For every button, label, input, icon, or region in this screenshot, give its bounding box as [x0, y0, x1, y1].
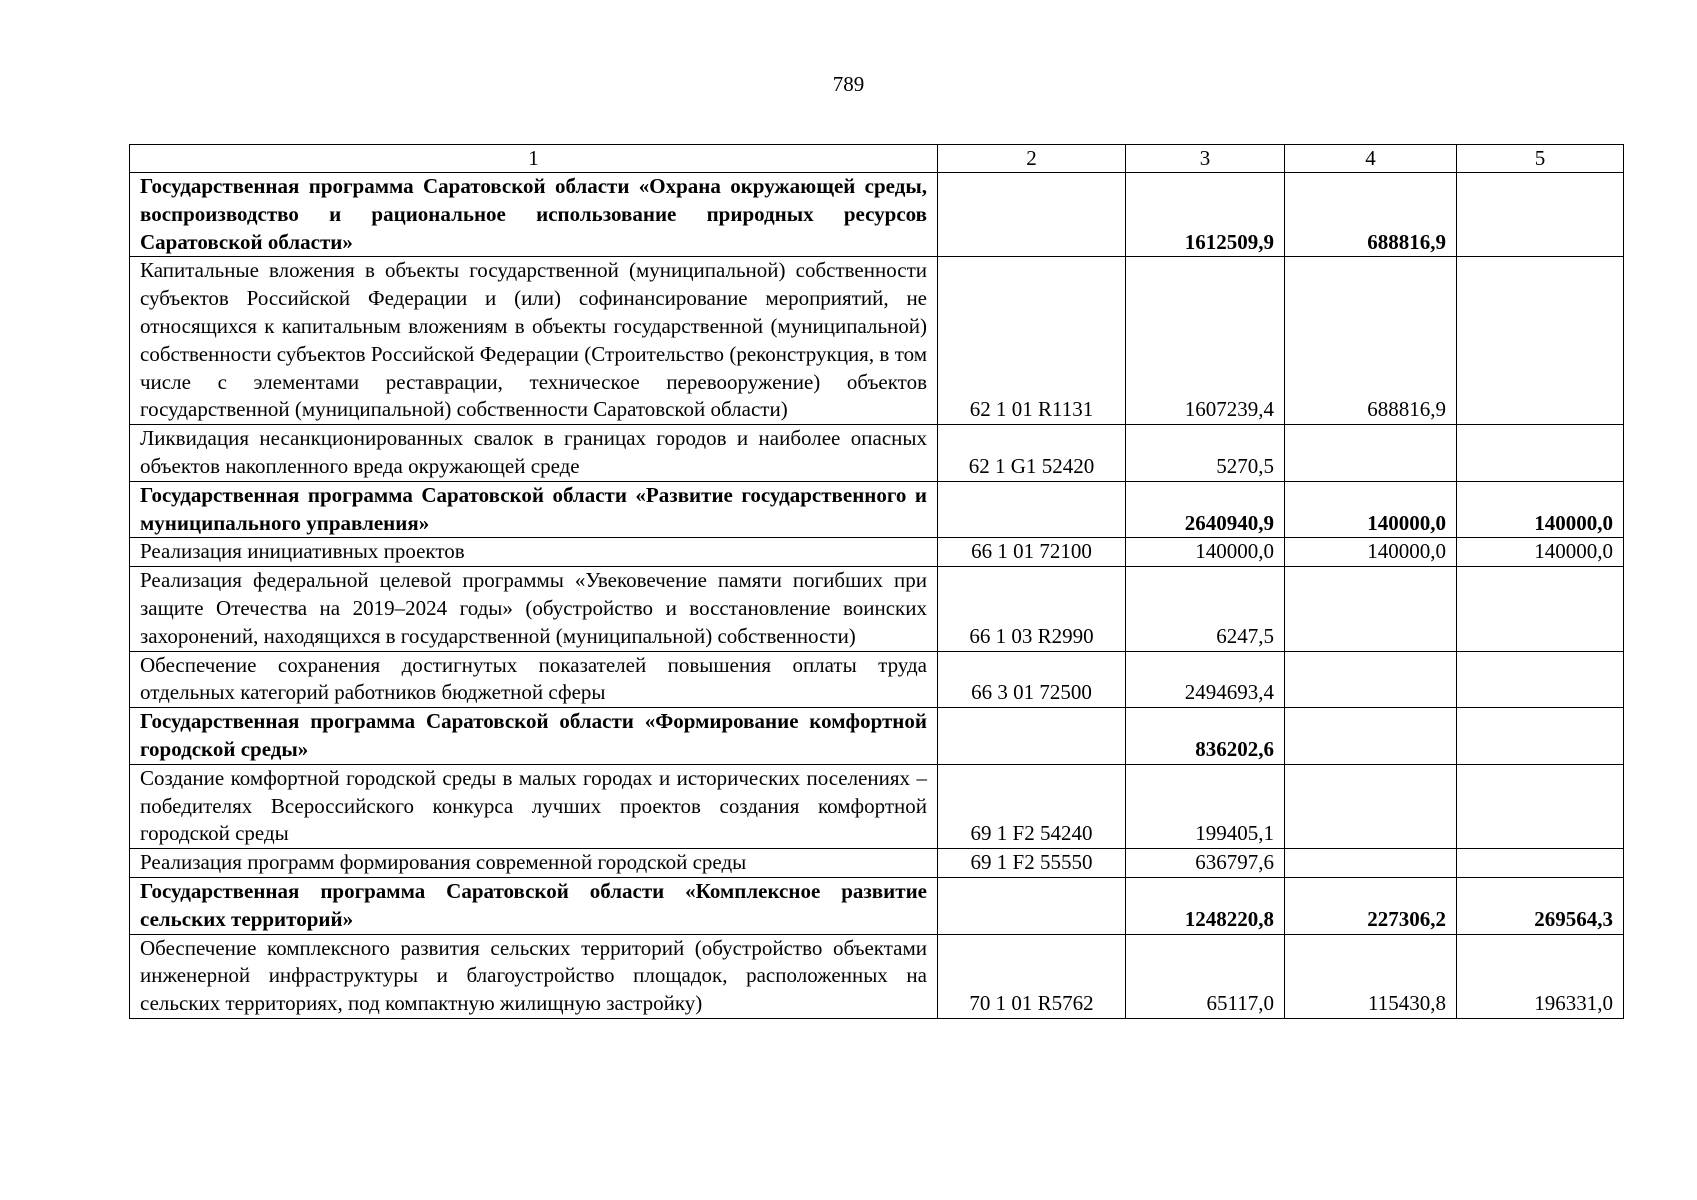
row-code-cell: 66 3 01 72500	[938, 651, 1126, 708]
table-row	[130, 764, 1624, 848]
table-row	[130, 849, 1624, 878]
row-code-cell: 66 1 01 72100	[938, 538, 1126, 567]
row-name-cell: Государственная программа Саратовской области «Комплексное развитие сельских территорий»	[130, 877, 938, 934]
row-code-cell: 69 1 F2 55550	[938, 849, 1126, 878]
table-row	[130, 567, 1624, 651]
row-value-col4-cell	[1285, 567, 1457, 651]
row-value-col4-cell	[1285, 849, 1457, 878]
row-name-cell: Обеспечение сохранения достигнутых показателей повышения оплаты труда отдельных категорий работников бюджетной сферы	[130, 651, 938, 708]
row-value-col4-cell: 688816,9	[1285, 173, 1457, 257]
table-row	[130, 425, 1624, 482]
row-value-col3-cell: 636797,6	[1126, 849, 1285, 878]
page-number: 789	[832, 72, 865, 96]
program-row	[130, 173, 1624, 257]
program-row	[130, 877, 1624, 934]
row-value-col3-cell: 1248220,8	[1126, 877, 1285, 934]
row-code-cell: 69 1 F2 54240	[938, 764, 1126, 848]
row-value-col3-cell: 1612509,9	[1126, 173, 1285, 257]
table-header-row	[130, 145, 1624, 173]
row-value-col3-cell: 199405,1	[1126, 764, 1285, 848]
program-row	[130, 708, 1624, 765]
row-name-cell: Государственная программа Саратовской области «Охрана окружающей среды, воспроизводство и рациональное использование природных ресурсов Саратовской области»	[130, 173, 938, 257]
row-name-cell: Реализация федеральной целевой программы «Увековечение памяти погибших при защите Отечества на 2019–2024 годы» (обустройство и восстановление воинских захоронений, находящихся в государственной (муниципальной) собственности)	[130, 567, 938, 651]
program-row	[130, 481, 1624, 538]
row-name-cell: Государственная программа Саратовской области «Развитие государственного и муниципального управления»	[130, 481, 938, 538]
row-name-cell: Создание комфортной городской среды в малых городах и исторических поселениях – победителях Всероссийского конкурса лучших проектов создания комфортной городской среды	[130, 764, 938, 848]
row-code-cell: 66 1 03 R2990	[938, 567, 1126, 651]
row-value-col3-cell: 5270,5	[1126, 425, 1285, 482]
column-header-1: 1	[130, 145, 938, 173]
row-name-cell: Ликвидация несанкционированных свалок в границах городов и наиболее опасных объектов накопленного вреда окружающей среде	[130, 425, 938, 482]
row-value-col5-cell	[1457, 173, 1624, 257]
row-name-cell: Государственная программа Саратовской области «Формирование комфортной городской среды»	[130, 708, 938, 765]
row-name-cell: Реализация инициативных проектов	[130, 538, 938, 567]
row-code-cell	[938, 481, 1126, 538]
table-row	[130, 934, 1624, 1018]
row-value-col4-cell	[1285, 425, 1457, 482]
column-header-5: 5	[1457, 145, 1624, 173]
row-value-col5-cell	[1457, 651, 1624, 708]
row-value-col3-cell: 836202,6	[1126, 708, 1285, 765]
row-value-col5-cell	[1457, 708, 1624, 765]
table-row	[130, 651, 1624, 708]
row-name-cell: Обеспечение комплексного развития сельских территорий (обустройство объектами инженерной инфраструктуры и благоустройство площадок, расположенных на сельских территориях, под компактную жилищную застройку)	[130, 934, 938, 1018]
row-value-col3-cell: 2640940,9	[1126, 481, 1285, 538]
row-value-col5-cell	[1457, 567, 1624, 651]
row-value-col4-cell	[1285, 764, 1457, 848]
row-value-col3-cell: 6247,5	[1126, 567, 1285, 651]
row-code-cell: 62 1 01 R1131	[938, 257, 1126, 425]
row-value-col3-cell: 1607239,4	[1126, 257, 1285, 425]
row-value-col5-cell	[1457, 764, 1624, 848]
column-header-3: 3	[1126, 145, 1285, 173]
column-header-2: 2	[938, 145, 1126, 173]
row-value-col5-cell	[1457, 425, 1624, 482]
row-code-cell: 62 1 G1 52420	[938, 425, 1126, 482]
row-value-col4-cell: 115430,8	[1285, 934, 1457, 1018]
row-value-col4-cell: 688816,9	[1285, 257, 1457, 425]
row-value-col4-cell	[1285, 708, 1457, 765]
row-value-col5-cell: 196331,0	[1457, 934, 1624, 1018]
table-row	[130, 257, 1624, 425]
row-value-col4-cell: 140000,0	[1285, 538, 1457, 567]
row-value-col5-cell	[1457, 257, 1624, 425]
row-value-col5-cell	[1457, 849, 1624, 878]
row-name-cell: Реализация программ формирования современной городской среды	[130, 849, 938, 878]
row-code-cell	[938, 877, 1126, 934]
column-header-4: 4	[1285, 145, 1457, 173]
row-name-cell: Капитальные вложения в объекты государственной (муниципальной) собственности субъектов Российской Федерации и (или) софинансирование мероприятий, не относящихся к капитальным вложениям в объекты государственной (муниципальной) собственности субъектов Российской Федерации (Строительство (реконструкция, в том числе с элементами реставрации, техническое перевооружение) объектов государственной (муниципальной) собственности Саратовской области)	[130, 257, 938, 425]
row-code-cell: 70 1 01 R5762	[938, 934, 1126, 1018]
row-value-col3-cell: 65117,0	[1126, 934, 1285, 1018]
row-value-col5-cell: 140000,0	[1457, 481, 1624, 538]
row-value-col5-cell: 269564,3	[1457, 877, 1624, 934]
budget-table	[129, 144, 1624, 1019]
row-value-col5-cell: 140000,0	[1457, 538, 1624, 567]
table-row	[130, 538, 1624, 567]
row-code-cell	[938, 173, 1126, 257]
row-code-cell	[938, 708, 1126, 765]
row-value-col4-cell: 140000,0	[1285, 481, 1457, 538]
row-value-col4-cell	[1285, 651, 1457, 708]
row-value-col3-cell: 2494693,4	[1126, 651, 1285, 708]
row-value-col4-cell: 227306,2	[1285, 877, 1457, 934]
row-value-col3-cell: 140000,0	[1126, 538, 1285, 567]
